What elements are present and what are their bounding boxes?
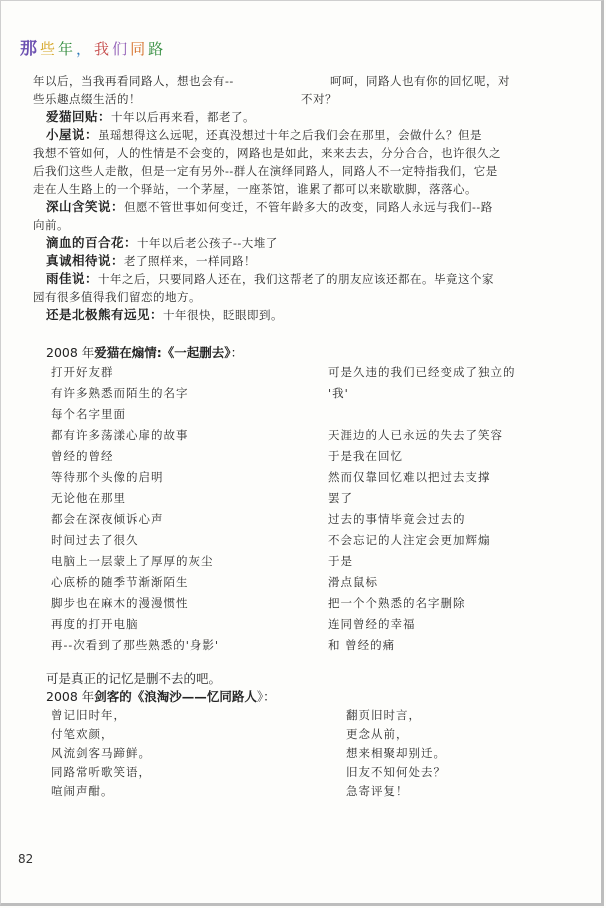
poem-line-right: 过去的事情毕竟会过去的	[328, 512, 466, 526]
poem-row	[46, 509, 566, 530]
reply-author: 爱猫回贴：	[46, 109, 112, 124]
poem-row	[46, 782, 566, 801]
poem-line-left: 都会在深夜倾诉心声	[51, 512, 164, 526]
poem-row	[46, 614, 566, 635]
running-header	[20, 34, 167, 59]
reply-text: 十年很快，眨眼即到。	[163, 308, 284, 322]
poem-line-left: 曾经的曾经	[51, 449, 114, 463]
poem-line-right: 急寄评复！	[346, 784, 409, 798]
reply-text: 虽瑶想得这么远呢，还真没想过十年之后我们会在那里，会做什么？但是	[98, 128, 483, 142]
poem-row	[46, 383, 566, 404]
poem-row	[46, 467, 566, 488]
reply-author: 深山含笑说：	[46, 199, 125, 214]
poem-line-left: 电脑上一层蒙上了厚厚的灰尘	[51, 554, 214, 568]
poem-line-left: 时间过去了很久	[51, 533, 139, 547]
reply-line	[46, 252, 566, 270]
poem-row	[46, 362, 566, 383]
poem-line-right: 不会忘记的人注定会更加辉煽	[328, 533, 491, 547]
poem-line-left: 再度的打开电脑	[51, 617, 139, 631]
poem-line-right: '我'	[328, 386, 349, 400]
header-char: 我	[94, 40, 113, 58]
text-line	[33, 90, 566, 108]
poem-one	[46, 362, 566, 656]
reply-line	[46, 198, 566, 216]
poem-row	[46, 763, 566, 782]
poem-colon: ：	[230, 345, 244, 360]
poem-line-left: 曾记旧时年，	[51, 708, 126, 722]
reply-continuation	[33, 180, 566, 198]
poem-row	[46, 706, 566, 725]
reply-author: 还是北极熊有远见：	[46, 307, 164, 322]
page-number: 82	[18, 852, 34, 866]
reply-author: 雨佳说：	[46, 271, 99, 286]
reply-author: 滴血的百合花：	[46, 235, 138, 250]
poem-line-left: 打开好友群	[51, 365, 114, 379]
poem-row	[46, 572, 566, 593]
poem-line-left: 同路常听歌笑语，	[51, 765, 151, 779]
poem-year: 2008 年	[46, 689, 95, 704]
poem-line-right: 更念从前，	[346, 727, 409, 741]
reply-line	[46, 234, 566, 252]
header-char: 那	[20, 39, 40, 59]
poem-line-right: 然而仅靠回忆难以把过去支撑	[328, 470, 491, 484]
poem-row	[46, 425, 566, 446]
poem-line-left: 风流剑客马蹄鲜。	[51, 746, 151, 760]
poem-line-left: 再--次看到了那些熟悉的'身影'	[51, 638, 220, 652]
reply-text: 走在人生路上的一个驿站，一个茅屋，一座茶馆，谁累了都可以来歇歇脚，落落心。	[33, 182, 477, 196]
poem-title	[46, 688, 566, 706]
reply-line	[46, 108, 566, 126]
poem-row	[46, 744, 566, 763]
header-char: 们	[112, 40, 131, 58]
poem-line-right: 可是久违的我们已经变成了独立的	[328, 365, 516, 379]
intro-text: 年以后，当我再看同路人，想也会有--	[33, 74, 234, 88]
poem-year: 2008 年	[46, 345, 95, 360]
poem-row	[46, 446, 566, 467]
poem-row	[46, 725, 566, 744]
poem-line-right: 翻页旧时言，	[346, 708, 421, 722]
intro-text: 不对？	[301, 92, 337, 106]
header-char: 路	[148, 40, 167, 58]
poem-line-left: 无论他在那里	[51, 491, 126, 505]
poem-line-right: 旧友不知何处去？	[346, 765, 446, 779]
header-char: 年	[58, 40, 77, 58]
poem-row	[46, 488, 566, 509]
poem-colon: 》：	[256, 689, 276, 704]
poem-line-right: 和 曾经的痛	[328, 638, 396, 652]
text-line	[33, 72, 566, 90]
reply-line	[46, 270, 566, 288]
reply-author: 小屋说：	[46, 127, 99, 142]
poem-name: 忆同路人	[206, 689, 257, 704]
reply-author: 真诚相待说：	[46, 253, 125, 268]
reply-text: 十年以后老公孩子--大堆了	[137, 236, 278, 250]
poem-line-right: 想来相聚却别迁。	[346, 746, 446, 760]
poem-line-left: 有许多熟悉而陌生的名字	[51, 386, 189, 400]
reply-text: 我想不管如何，人的性情是不会变的，网路也是如此，来来去去，分分合合，也许很久之	[33, 146, 501, 160]
poem-line-right: 把一个个熟悉的名字删除	[328, 596, 466, 610]
poem-line-left: 等待那个头像的启明	[51, 470, 164, 484]
poem-title	[46, 344, 566, 362]
poem-line-left: 都有许多荡漾心扉的故事	[51, 428, 189, 442]
poem-line-left: 每个名字里面	[51, 407, 126, 421]
remark: 可是真正的记忆是删不去的吧。	[46, 671, 222, 686]
reply-line	[46, 126, 566, 144]
poem-line-right: 于是	[328, 554, 353, 568]
poem-name: 《一起删去》	[161, 345, 231, 360]
intro-text: 呵呵，同路人也有你的回忆呢，对	[330, 74, 510, 88]
reply-text: 老了照样来，一样同路！	[124, 254, 257, 268]
reply-text: 但愿不管世事如何变迁，不管年龄多大的改变，同路人永远与我们--路	[124, 200, 493, 214]
reply-continuation	[33, 216, 566, 234]
reply-text: 向前。	[33, 218, 69, 232]
reply-continuation	[33, 162, 566, 180]
poem-line-left: 心底桥的随季节渐渐陌生	[51, 575, 189, 589]
poem-row	[46, 551, 566, 572]
poem-line-right: 于是我在回忆	[328, 449, 403, 463]
reply-text: 十年以后再来看，都老了。	[111, 110, 256, 124]
poem-line-right: 滑点鼠标	[328, 575, 378, 589]
poem-row	[46, 530, 566, 551]
intro-text: 些乐趣点缀生活的！	[33, 92, 141, 106]
poem-line-left: 喧闹声酣。	[51, 784, 114, 798]
header-char: ，	[76, 40, 95, 58]
poem-row	[46, 635, 566, 656]
poem-line-right: 罢了	[328, 491, 353, 505]
reply-line	[46, 306, 566, 324]
poem-row	[46, 404, 566, 425]
poem-line-right: 天涯边的人已永远的失去了笑容	[328, 428, 503, 442]
header-char: 些	[40, 40, 59, 58]
reply-text: 后我们这些人走散，但是一定有另外--群人在演绎同路人，同路人不一定特指我们，它是	[33, 164, 498, 178]
poem-row	[46, 593, 566, 614]
reply-continuation	[33, 288, 566, 306]
poem-line-left: 付笔欢颜，	[51, 727, 114, 741]
reply-text: 十年之后，只要同路人还在，我们这帮老了的朋友应该还都在。毕竟这个家	[98, 272, 495, 286]
reply-continuation	[33, 144, 566, 162]
poem-line-left: 脚步也在麻木的漫漫惯性	[51, 596, 189, 610]
poem-author: 剑客的《浪淘沙——	[94, 689, 207, 704]
header-char: 同	[130, 40, 149, 58]
poem-line-right: 连同曾经的幸福	[328, 617, 416, 631]
poem-author: 爱猫在煽情:	[94, 345, 162, 360]
reply-text: 园有很多值得我们留恋的地方。	[33, 290, 201, 304]
page-content	[33, 72, 566, 801]
poem-two	[46, 706, 566, 801]
